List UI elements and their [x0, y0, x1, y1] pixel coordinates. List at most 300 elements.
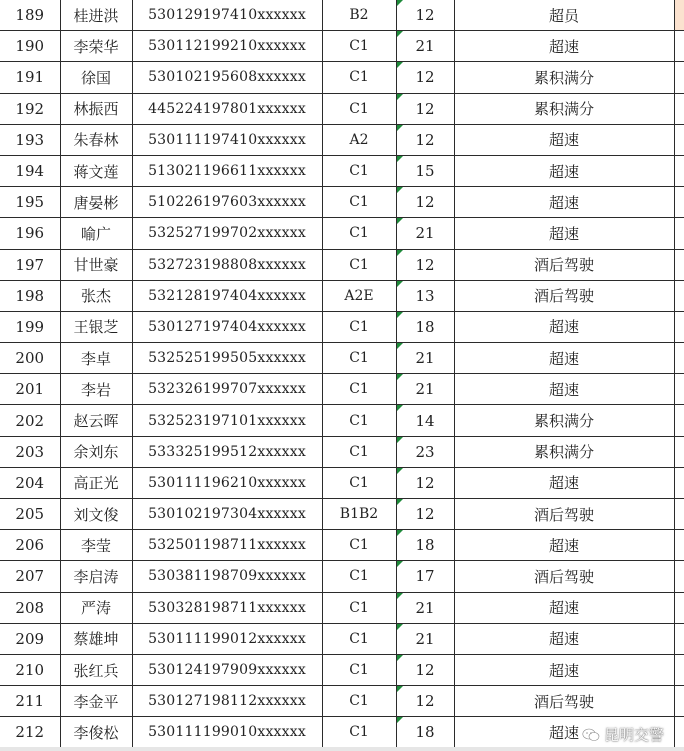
- sheet-edge-cell: [674, 623, 684, 654]
- id-number: 532525199505xxxxxx: [148, 350, 306, 367]
- license-class-cell[interactable]: [322, 592, 396, 623]
- license-class: C1: [349, 163, 369, 180]
- row-number-cell[interactable]: [0, 218, 60, 249]
- penalty-points-cell[interactable]: [396, 686, 454, 717]
- sheet-edge-cell: [674, 249, 684, 280]
- id-number-cell[interactable]: [132, 311, 322, 342]
- driver-name-cell[interactable]: [60, 0, 132, 31]
- row-number-cell[interactable]: [0, 93, 60, 124]
- id-number: 530102197304xxxxxx: [148, 506, 306, 523]
- driver-name: 王银芝: [73, 318, 119, 337]
- driver-name: 李莹: [80, 536, 111, 555]
- id-number-cell[interactable]: [132, 592, 322, 623]
- sheet-tab-strip: [0, 747, 684, 751]
- id-number: 532723198808xxxxxx: [148, 256, 306, 273]
- row-number-cell[interactable]: [0, 124, 60, 155]
- license-class: C1: [349, 69, 369, 86]
- penalty-points-cell[interactable]: [396, 62, 454, 93]
- violation-reason: 累积满分: [533, 443, 594, 462]
- driver-name: 甘世豪: [73, 256, 119, 275]
- license-class-cell[interactable]: [322, 561, 396, 592]
- penalty-points-cell[interactable]: [396, 467, 454, 498]
- comment-indicator-icon: [397, 62, 403, 68]
- row-number: 205: [15, 505, 45, 524]
- row-number: 194: [15, 162, 45, 181]
- violation-reason: 超速: [548, 224, 579, 243]
- driver-name-cell[interactable]: [60, 124, 132, 155]
- table-row: [0, 93, 684, 124]
- license-class: C1: [349, 350, 369, 367]
- id-number: 530127198112xxxxxx: [148, 693, 306, 710]
- penalty-points-cell[interactable]: [396, 311, 454, 342]
- row-number: 191: [15, 68, 45, 87]
- license-class-cell[interactable]: [322, 31, 396, 62]
- row-number-cell[interactable]: [0, 561, 60, 592]
- violation-reason: 累积满分: [533, 68, 594, 87]
- sheet-edge-cell: [674, 343, 684, 374]
- id-number-cell[interactable]: [132, 467, 322, 498]
- violation-reason-cell[interactable]: [454, 405, 674, 436]
- violation-reason: 酒后驾驶: [533, 505, 594, 524]
- violation-reason-cell[interactable]: [454, 654, 674, 685]
- table-row: [0, 592, 684, 623]
- row-number-cell[interactable]: [0, 62, 60, 93]
- table-row: [0, 311, 684, 342]
- violation-reason: 酒后驾驶: [533, 256, 594, 275]
- sheet-edge-cell: [674, 187, 684, 218]
- penalty-points-cell[interactable]: [396, 654, 454, 685]
- id-number: 530129197410xxxxxx: [148, 7, 306, 24]
- violation-reason-cell[interactable]: [454, 155, 674, 186]
- driver-name: 徐国: [80, 68, 111, 87]
- violation-reason-cell[interactable]: [454, 561, 674, 592]
- penalty-points: 12: [415, 6, 435, 25]
- row-number-cell[interactable]: [0, 405, 60, 436]
- penalty-points-cell[interactable]: [396, 218, 454, 249]
- sheet-edge-cell: [674, 436, 684, 467]
- watermark-text: 昆明交警: [603, 726, 664, 744]
- penalty-points-cell[interactable]: [396, 31, 454, 62]
- table-row: [0, 561, 684, 592]
- comment-indicator-icon: [397, 561, 403, 567]
- violation-reason: 超速: [548, 162, 579, 181]
- violation-reason-cell[interactable]: [454, 530, 674, 561]
- driver-name: 李俊松: [73, 723, 119, 742]
- license-class-cell[interactable]: [322, 0, 396, 31]
- driver-name-cell[interactable]: [60, 155, 132, 186]
- comment-indicator-icon: [397, 218, 403, 224]
- license-class-cell[interactable]: [322, 717, 396, 748]
- driver-name-cell[interactable]: [60, 561, 132, 592]
- license-class: C1: [349, 724, 369, 741]
- row-number-cell[interactable]: [0, 280, 60, 311]
- driver-name-cell[interactable]: [60, 686, 132, 717]
- row-number: 209: [15, 629, 45, 648]
- penalty-points: 17: [415, 567, 435, 586]
- row-number: 201: [15, 380, 45, 399]
- comment-indicator-icon: [397, 125, 403, 131]
- row-number-cell[interactable]: [0, 717, 60, 748]
- violation-reason: 超速: [548, 349, 579, 368]
- penalty-points: 13: [415, 286, 435, 305]
- comment-indicator-icon: [397, 655, 403, 661]
- id-number-cell[interactable]: [132, 343, 322, 374]
- table-row: [0, 343, 684, 374]
- driver-name-cell[interactable]: [60, 187, 132, 218]
- driver-name: 蒋文莲: [73, 162, 119, 181]
- violation-reason: 酒后驾驶: [533, 567, 594, 586]
- penalty-points: 12: [415, 193, 435, 212]
- violation-reason-cell[interactable]: [454, 343, 674, 374]
- id-number: 530111199010xxxxxx: [148, 724, 306, 741]
- violation-reason-cell[interactable]: [454, 31, 674, 62]
- sheet-edge-cell: [674, 499, 684, 530]
- row-number-cell[interactable]: [0, 343, 60, 374]
- license-class-cell[interactable]: [322, 686, 396, 717]
- license-class-cell[interactable]: [322, 311, 396, 342]
- id-number-cell[interactable]: [132, 530, 322, 561]
- license-class-cell[interactable]: [322, 530, 396, 561]
- driver-name-cell[interactable]: [60, 436, 132, 467]
- license-class: C1: [349, 381, 369, 398]
- id-number-cell[interactable]: [132, 124, 322, 155]
- table-row: [0, 686, 684, 717]
- penalty-points: 12: [415, 505, 435, 524]
- penalty-points-cell[interactable]: [396, 374, 454, 405]
- id-number: 530111197410xxxxxx: [148, 131, 306, 148]
- id-number-cell[interactable]: [132, 31, 322, 62]
- comment-indicator-icon: [397, 593, 403, 599]
- license-class: C1: [349, 568, 369, 585]
- row-number-cell[interactable]: [0, 187, 60, 218]
- penalty-points-cell[interactable]: [396, 405, 454, 436]
- id-number: 530124197909xxxxxx: [148, 662, 306, 679]
- comment-indicator-icon: [397, 437, 403, 443]
- driver-name: 张红兵: [73, 661, 119, 680]
- violation-reason: 超速: [548, 318, 579, 337]
- penalty-points: 12: [415, 661, 435, 680]
- sheet-edge-cell: [674, 374, 684, 405]
- penalty-points-cell[interactable]: [396, 592, 454, 623]
- license-class-cell[interactable]: [322, 124, 396, 155]
- penalty-points-cell[interactable]: [396, 623, 454, 654]
- row-number-cell[interactable]: [0, 155, 60, 186]
- penalty-points: 21: [415, 349, 435, 368]
- driver-name-cell[interactable]: [60, 530, 132, 561]
- penalty-points: 12: [415, 692, 435, 711]
- violation-reason-cell[interactable]: [454, 62, 674, 93]
- violation-reason-cell[interactable]: [454, 436, 674, 467]
- violation-reason-cell[interactable]: [454, 623, 674, 654]
- id-number: 530381198709xxxxxx: [148, 568, 306, 585]
- license-class: C1: [349, 100, 369, 117]
- row-number-cell[interactable]: [0, 592, 60, 623]
- penalty-points: 12: [415, 99, 435, 118]
- id-number-cell[interactable]: [132, 218, 322, 249]
- id-number: 530112199210xxxxxx: [148, 38, 306, 55]
- penalty-points: 12: [415, 68, 435, 87]
- id-number-cell[interactable]: [132, 654, 322, 685]
- driver-name-cell[interactable]: [60, 280, 132, 311]
- penalty-points: 12: [415, 255, 435, 274]
- penalty-points-cell[interactable]: [396, 343, 454, 374]
- row-number-cell[interactable]: [0, 311, 60, 342]
- comment-indicator-icon: [397, 343, 403, 349]
- comment-indicator-icon: [397, 468, 403, 474]
- penalty-points-cell[interactable]: [396, 717, 454, 748]
- license-class: A2E: [344, 287, 374, 304]
- penalty-points-cell[interactable]: [396, 155, 454, 186]
- table-row: [0, 187, 684, 218]
- violation-reason-cell[interactable]: [454, 499, 674, 530]
- row-number-cell[interactable]: [0, 467, 60, 498]
- driver-name-cell[interactable]: [60, 717, 132, 748]
- row-number-cell[interactable]: [0, 499, 60, 530]
- id-number-cell[interactable]: [132, 62, 322, 93]
- comment-indicator-icon: [397, 281, 403, 287]
- violation-reason-cell[interactable]: [454, 187, 674, 218]
- row-number: 197: [15, 255, 45, 274]
- license-class-cell[interactable]: [322, 280, 396, 311]
- driver-name: 喻广: [80, 224, 111, 243]
- violation-reason-cell[interactable]: [454, 93, 674, 124]
- driver-name-cell[interactable]: [60, 374, 132, 405]
- comment-indicator-icon: [397, 374, 403, 380]
- license-class: C1: [349, 38, 369, 55]
- table-row: [0, 249, 684, 280]
- penalty-points-cell[interactable]: [396, 499, 454, 530]
- sheet-edge-cell: [674, 93, 684, 124]
- violation-reason: 超速: [548, 536, 579, 555]
- id-number-cell[interactable]: [132, 155, 322, 186]
- license-class-cell[interactable]: [322, 155, 396, 186]
- id-number-cell[interactable]: [132, 280, 322, 311]
- license-class-cell[interactable]: [322, 654, 396, 685]
- id-number-cell[interactable]: [132, 93, 322, 124]
- sheet-edge-cell: [674, 654, 684, 685]
- penalty-points: 12: [415, 130, 435, 149]
- id-number: 533325199512xxxxxx: [148, 443, 306, 460]
- driver-name-cell[interactable]: [60, 218, 132, 249]
- row-number: 210: [15, 661, 45, 680]
- penalty-points-cell[interactable]: [396, 0, 454, 31]
- license-class-cell[interactable]: [322, 93, 396, 124]
- id-number-cell[interactable]: [132, 0, 322, 31]
- penalty-points-cell[interactable]: [396, 561, 454, 592]
- table-row: [0, 530, 684, 561]
- driver-name-cell[interactable]: [60, 623, 132, 654]
- violation-reason-cell[interactable]: [454, 280, 674, 311]
- row-number: 190: [15, 37, 45, 56]
- violation-reason-cell[interactable]: [454, 311, 674, 342]
- driver-name-cell[interactable]: [60, 249, 132, 280]
- id-number: 445224197801xxxxxx: [148, 100, 306, 117]
- penalty-points-cell[interactable]: [396, 187, 454, 218]
- id-number-cell[interactable]: [132, 686, 322, 717]
- driver-name: 桂进洪: [73, 6, 119, 25]
- penalty-points-cell[interactable]: [396, 93, 454, 124]
- id-number-cell[interactable]: [132, 436, 322, 467]
- license-class-cell[interactable]: [322, 623, 396, 654]
- violation-reason: 酒后驾驶: [533, 287, 594, 306]
- violation-reason: 超员: [548, 6, 579, 25]
- sheet-edge-cell: [674, 405, 684, 436]
- sheet-edge-cell: [674, 218, 684, 249]
- license-class-cell[interactable]: [322, 405, 396, 436]
- id-number-cell[interactable]: [132, 623, 322, 654]
- violation-reason-cell[interactable]: [454, 124, 674, 155]
- sheet-edge-cell: [674, 530, 684, 561]
- violation-reason: 超速: [548, 131, 579, 150]
- driver-name: 严涛: [80, 599, 111, 618]
- license-class-cell[interactable]: [322, 62, 396, 93]
- driver-name-cell[interactable]: [60, 343, 132, 374]
- sheet-edge-cell: [674, 31, 684, 62]
- violation-reason-cell[interactable]: [454, 686, 674, 717]
- table-row: [0, 623, 684, 654]
- driver-name: 高正光: [73, 474, 119, 493]
- penalty-points-cell[interactable]: [396, 280, 454, 311]
- row-number: 212: [15, 723, 45, 742]
- table-row: [0, 62, 684, 93]
- penalty-points-cell[interactable]: [396, 530, 454, 561]
- violation-reason: 累积满分: [533, 412, 594, 431]
- row-number: 211: [15, 692, 45, 711]
- license-class: B2: [349, 7, 369, 24]
- license-class-cell[interactable]: [322, 436, 396, 467]
- violation-reason: 超速: [548, 193, 579, 212]
- row-number: 204: [15, 473, 45, 492]
- driver-name: 朱春林: [73, 131, 119, 150]
- comment-indicator-icon: [397, 31, 403, 37]
- sheet-edge-cell: [674, 280, 684, 311]
- violation-reason-cell[interactable]: [454, 0, 674, 31]
- comment-indicator-icon: [397, 156, 403, 162]
- license-class-cell[interactable]: [322, 499, 396, 530]
- driver-name-cell[interactable]: [60, 405, 132, 436]
- sheet-edge-cell: [674, 561, 684, 592]
- violation-reason-cell[interactable]: [454, 218, 674, 249]
- penalty-points: 18: [415, 317, 435, 336]
- id-number-cell[interactable]: [132, 187, 322, 218]
- license-class: B1B2: [339, 506, 379, 523]
- driver-name: 李荣华: [73, 37, 119, 56]
- driver-name-cell[interactable]: [60, 654, 132, 685]
- comment-indicator-icon: [397, 624, 403, 630]
- table-row: [0, 155, 684, 186]
- violation-reason: 超速: [548, 474, 579, 493]
- row-number-cell[interactable]: [0, 374, 60, 405]
- row-number-cell[interactable]: [0, 686, 60, 717]
- violation-reason-cell[interactable]: [454, 467, 674, 498]
- license-class: C1: [349, 412, 369, 429]
- driver-name: 李岩: [80, 380, 111, 399]
- violation-reason-cell[interactable]: [454, 249, 674, 280]
- penalty-points-cell[interactable]: [396, 436, 454, 467]
- row-number-cell[interactable]: [0, 0, 60, 31]
- row-number: 202: [15, 411, 45, 430]
- driver-name-cell[interactable]: [60, 62, 132, 93]
- row-number-cell[interactable]: [0, 249, 60, 280]
- id-number-cell[interactable]: [132, 405, 322, 436]
- driver-name-cell[interactable]: [60, 467, 132, 498]
- row-number: 206: [15, 536, 45, 555]
- table-row: [0, 654, 684, 685]
- violation-reason-cell[interactable]: [454, 592, 674, 623]
- driver-name: 余刘东: [73, 443, 119, 462]
- sheet-edge-cell: [674, 62, 684, 93]
- id-number: 532501198711xxxxxx: [148, 537, 306, 554]
- id-number-cell[interactable]: [132, 249, 322, 280]
- violation-reason-cell[interactable]: [454, 374, 674, 405]
- penalty-points-cell[interactable]: [396, 249, 454, 280]
- id-number-cell[interactable]: [132, 499, 322, 530]
- penalty-points: 12: [415, 473, 435, 492]
- driver-name-cell[interactable]: [60, 31, 132, 62]
- license-class: C1: [349, 256, 369, 273]
- comment-indicator-icon: [397, 0, 403, 6]
- row-number: 195: [15, 193, 45, 212]
- row-number: 189: [15, 6, 45, 25]
- driver-name-cell[interactable]: [60, 592, 132, 623]
- comment-indicator-icon: [397, 187, 403, 193]
- driver-name: 李卓: [80, 349, 111, 368]
- license-class-cell[interactable]: [322, 467, 396, 498]
- driver-name: 唐晏彬: [73, 193, 119, 212]
- row-number: 198: [15, 286, 45, 305]
- penalty-points: 18: [415, 536, 435, 555]
- license-class-cell[interactable]: [322, 249, 396, 280]
- id-number: 530328198711xxxxxx: [148, 599, 306, 616]
- id-number-cell[interactable]: [132, 374, 322, 405]
- violation-reason: 超速: [548, 380, 579, 399]
- row-number: 203: [15, 442, 45, 461]
- row-number-cell[interactable]: [0, 530, 60, 561]
- sheet-edge-cell: [674, 592, 684, 623]
- license-class: C1: [349, 693, 369, 710]
- violation-reason: 超速: [548, 723, 579, 742]
- license-class-cell[interactable]: [322, 187, 396, 218]
- driver-name: 刘文俊: [73, 505, 119, 524]
- row-number-cell[interactable]: [0, 436, 60, 467]
- license-class-cell[interactable]: [322, 374, 396, 405]
- driver-name-cell[interactable]: [60, 499, 132, 530]
- row-number: 192: [15, 99, 45, 118]
- license-class-cell[interactable]: [322, 343, 396, 374]
- sheet-edge-cell: [674, 686, 684, 717]
- id-number: 532326199707xxxxxx: [148, 381, 306, 398]
- driver-name-cell[interactable]: [60, 311, 132, 342]
- row-number-cell[interactable]: [0, 31, 60, 62]
- driver-name-cell[interactable]: [60, 93, 132, 124]
- penalty-points: 15: [415, 162, 435, 181]
- row-number-cell[interactable]: [0, 623, 60, 654]
- violation-reason: 酒后驾驶: [533, 692, 594, 711]
- table-row: [0, 280, 684, 311]
- license-class: C1: [349, 630, 369, 647]
- id-number: 530111196210xxxxxx: [148, 474, 306, 491]
- row-number: 207: [15, 567, 45, 586]
- penalty-points-cell[interactable]: [396, 124, 454, 155]
- id-number-cell[interactable]: [132, 717, 322, 748]
- id-number-cell[interactable]: [132, 561, 322, 592]
- penalty-points: 21: [415, 629, 435, 648]
- row-number-cell[interactable]: [0, 654, 60, 685]
- license-class-cell[interactable]: [322, 218, 396, 249]
- penalty-points: 21: [415, 380, 435, 399]
- id-number: 530111199012xxxxxx: [148, 630, 306, 647]
- comment-indicator-icon: [397, 499, 403, 505]
